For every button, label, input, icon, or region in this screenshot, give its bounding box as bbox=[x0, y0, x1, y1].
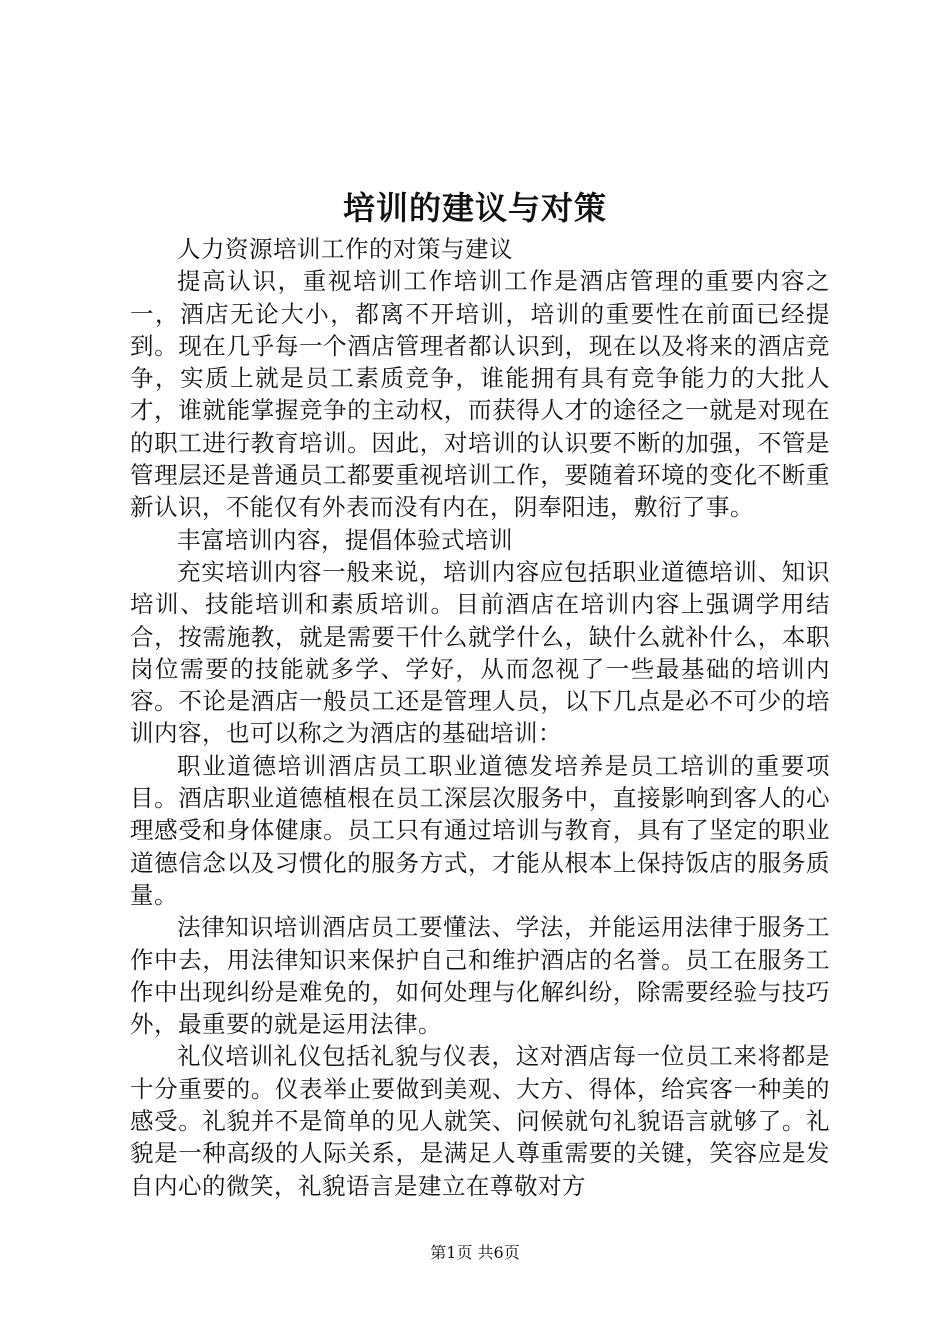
paragraph-heading-1: 人力资源培训工作的对策与建议 bbox=[177, 235, 513, 263]
paragraph-3: 职业道德培训酒店员工职业道德发培养是员工培训的重要项目。酒店职业道德植根在员工深层次服务中，直接影响到客人的心理感受和身体健康。员工只有通过培训与教育，具有了坚定的职业道德信念以及习惯化的服务方式，才能从根本上保持饭店的服务质量。 bbox=[130, 751, 830, 909]
paragraph-5: 礼仪培训礼仪包括礼貌与仪表，这对酒店每一位员工来将都是十分重要的。仪表举止要做到美观、大方、得体，给宾客一种美的感受。礼貌并不是简单的见人就笑、问候就句礼貌语言就够了。礼貌是一种高级的人际关系，是满足人尊重需要的关键，笑容应是发自内心的微笑，礼貌语言是建立在尊敬对方 bbox=[130, 1042, 830, 1200]
paragraph-2: 充实培训内容一般来说，培训内容应包括职业道德培训、知识培训、技能培训和素质培训。目前酒店在培训内容上强调学用结合，按需施教，就是需要干什么就学什么，缺什么就补什么，本职岗位需要的技能就多学、学好，从而忽视了一些最基础的培训内容。不论是酒店一般员工还是管理人员，以下几点是必不可少的培训内容，也可以称之为酒店的基础培训： bbox=[130, 557, 830, 748]
document-body bbox=[130, 233, 830, 1202]
paragraph-heading-2: 丰富培训内容，提倡体验式培训 bbox=[177, 525, 513, 554]
paragraph-4: 法律知识培训酒店员工要懂法、学法，并能运用法律于服务工作中去，用法律知识来保护自己和维护酒店的名誉。员工在服务工作中出现纠纷是难免的，如何处理与化解纠纷，除需要经验与技巧外，最重要的就是运用法律。 bbox=[130, 913, 830, 1039]
page-footer: 第1页 共6页 bbox=[430, 1243, 520, 1262]
document-title: 培训的建议与对策 bbox=[342, 189, 607, 227]
paragraph-1: 提高认识，重视培训工作培训工作是酒店管理的重要内容之一，酒店无论大小，都离不开培训，培训的重要性在前面已经提到。现在几乎每一个酒店管理者都认识到，现在以及将来的酒店竞争，实质上就是员工素质竞争，谁能拥有具有竞争能力的大批人才，谁就能掌握竞争的主动权，而获得人才的途径之一就是对现在的职工进行教育培训。因此，对培训的认识要不断的加强，不管是管理层还是普通员工都要重视培训工作，要随着环境的变化不断重新认识，不能仅有外表而没有内在，阴奉阳违，敷衍了事。 bbox=[130, 267, 830, 522]
